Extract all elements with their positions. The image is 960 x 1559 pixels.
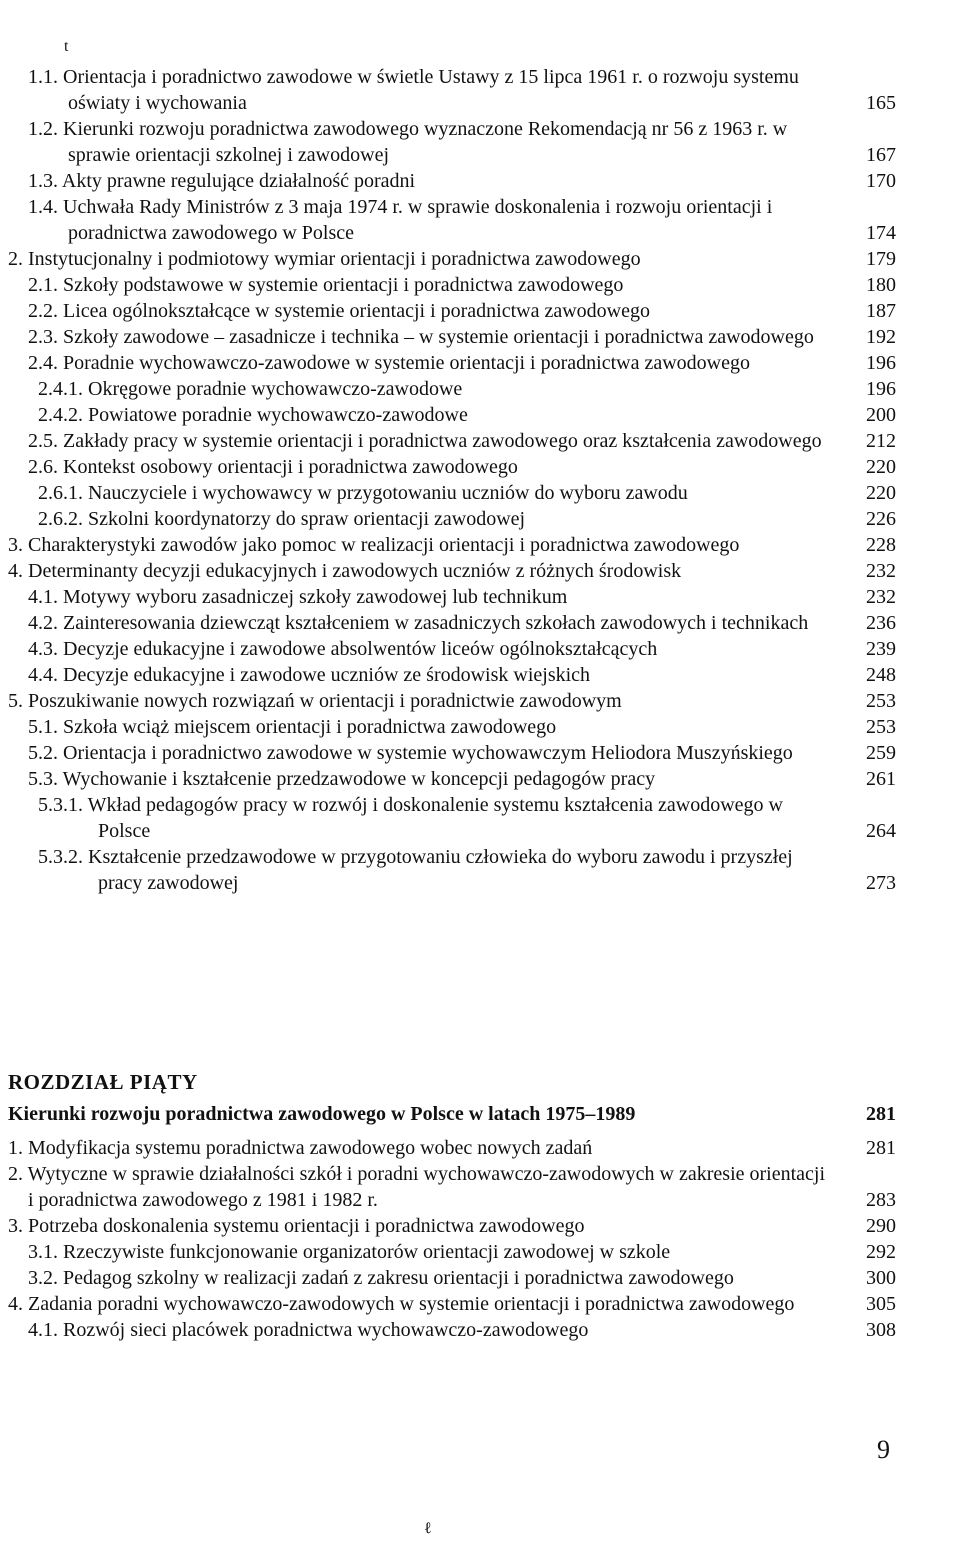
toc-entry-number: 4.1. <box>28 586 63 608</box>
toc-entry <box>0 662 896 688</box>
toc-entry-text: Licea ogólnokształcące w systemie orientacji i poradnictwa zawodowego <box>63 300 650 322</box>
toc-entry-number: 4.1. <box>28 1319 63 1341</box>
toc-entry <box>0 766 896 792</box>
toc-entry <box>0 168 896 194</box>
toc-entry-text: Wychowanie i kształcenie przedzawodowe w koncepcji pedagogów pracy <box>62 768 656 790</box>
toc-entry-text: Wkład pedagogów pracy w rozwój i doskonalenie systemu kształcenia zawodowego w Polsce <box>87 794 783 842</box>
toc-entry-page: 273 <box>866 872 896 894</box>
toc-entry-text: Decyzje edukacyjne i zawodowe absolwentów liceów ogólnokształcących <box>63 638 658 660</box>
toc-entry-text: Okręgowe poradnie wychowawczo-zawodowe <box>88 378 463 400</box>
toc-entry-number: 1.3. <box>28 170 62 192</box>
toc-entry <box>0 636 896 662</box>
toc-entry-text: Powiatowe poradnie wychowawczo-zawodowe <box>88 404 468 426</box>
toc-entry-page: 283 <box>866 1189 896 1211</box>
toc-entry-text: Poszukiwanie nowych rozwiązań w orientacji i poradnictwie zawodowym <box>28 690 622 712</box>
toc-entry-page: 200 <box>866 404 896 426</box>
toc-entry <box>0 1317 896 1343</box>
toc-entry-page: 179 <box>866 248 896 270</box>
page-number: 9 <box>877 1435 890 1464</box>
chapter-title-page: 281 <box>866 1103 896 1125</box>
toc-entry-text: Kontekst osobowy orientacji i poradnictwa zawodowego <box>63 456 518 478</box>
toc-entry-text: Zadania poradni wychowawczo-zawodowych w systemie orientacji i poradnictwa zawodowego <box>28 1293 795 1315</box>
toc-entry-text: Zainteresowania dziewcząt kształceniem w zasadniczych szkołach zawodowych i technikach <box>63 612 809 634</box>
toc-entry-page: 253 <box>866 690 896 712</box>
toc-entry-page: 248 <box>866 664 896 686</box>
toc-entry <box>0 376 896 402</box>
toc-entry-text: Poradnie wychowawczo-zawodowe w systemie orientacji i poradnictwa zawodowego <box>63 352 750 374</box>
toc-entry-text: Nauczyciele i wychowawcy w przygotowaniu uczniów do wyboru zawodu <box>88 482 688 504</box>
toc-entry-text: Instytucjonalny i podmiotowy wymiar orientacji i poradnictwa zawodowego <box>28 248 641 270</box>
toc-entry <box>0 506 896 532</box>
toc-entry <box>0 558 896 584</box>
toc-entry-text: Szkolni koordynatorzy do spraw orientacji zawodowej <box>88 508 526 530</box>
toc-entry-text: Determinanty decyzji edukacyjnych i zawodowych uczniów z różnych środowisk <box>28 560 682 582</box>
toc-entry-page: 281 <box>866 1137 896 1159</box>
toc-entry-text: Uchwała Rady Ministrów z 3 maja 1974 r. w sprawie doskonalenia i rozwoju orientacji i poradnictwa zawodowego w Polsce <box>63 196 773 244</box>
toc-entry-page: 180 <box>866 274 896 296</box>
toc-entry <box>0 1239 896 1265</box>
toc-entry-number: 4.2. <box>28 612 63 634</box>
toc-entry-number: 3.2. <box>28 1267 63 1289</box>
toc-entry-number: 2.6.1. <box>38 482 88 504</box>
toc-entry <box>0 844 896 896</box>
toc-entry-number: 1.4. <box>28 196 63 218</box>
toc-entry-number: 2.6.2. <box>38 508 88 530</box>
toc-entry-page: 170 <box>866 170 896 192</box>
toc-entry <box>0 532 896 558</box>
toc-entry-text: Rzeczywiste funkcjonowanie organizatorów orientacji zawodowej w szkole <box>63 1241 671 1263</box>
chapter-heading: ROZDZIAŁ PIĄTY <box>8 1070 198 1094</box>
toc-entry-page: 253 <box>866 716 896 738</box>
toc-entry-text: Zakłady pracy w systemie orientacji i poradnictwa zawodowego oraz kształcenia zawodowego <box>63 430 822 452</box>
toc-entry-page: 232 <box>866 586 896 608</box>
toc-entry-number: 2.6. <box>28 456 63 478</box>
toc-entry-page: 196 <box>866 378 896 400</box>
toc-entry-page: 212 <box>866 430 896 452</box>
toc-entry-text: Akty prawne regulujące działalność poradni <box>61 170 416 192</box>
toc-entry-page: 226 <box>866 508 896 530</box>
toc-entry <box>0 272 896 298</box>
toc-entry <box>0 688 896 714</box>
toc-entry <box>0 298 896 324</box>
toc-entry-number: 1. <box>8 1137 28 1159</box>
toc-entry-text: Kształcenie przedzawodowe w przygotowaniu człowieka do wyboru zawodu i przyszłej pracy zawodowej <box>88 846 793 894</box>
toc-entry-text: Orientacja i poradnictwo zawodowe w systemie wychowawczym Heliodora Muszyńskiego <box>63 742 793 764</box>
toc-entry <box>0 194 896 246</box>
toc-entry <box>0 1291 896 1317</box>
toc-entry <box>0 1213 896 1239</box>
toc-entry-page: 196 <box>866 352 896 374</box>
toc-entry-number: 4. <box>8 560 28 582</box>
toc-entry-text: Potrzeba doskonalenia systemu orientacji i poradnictwa zawodowego <box>28 1215 585 1237</box>
toc-entry-number: 4.4. <box>28 664 63 686</box>
toc-entry-number: 1.2. <box>28 118 63 140</box>
toc-entry-page: 236 <box>866 612 896 634</box>
foot-mark: ℓ <box>424 1520 432 1537</box>
toc-entry-number: 5.2. <box>28 742 63 764</box>
toc-entry-number: 2. <box>8 1163 28 1185</box>
toc-entry-number: 5.3.1. <box>38 794 88 816</box>
toc-entry <box>0 480 896 506</box>
toc-entry-number: 2.1. <box>28 274 63 296</box>
toc-entry-text: Wytyczne w sprawie działalności szkół i poradni wychowawczo-zawodowych w zakresie orientacji i poradnictwa zawodowego z 1981 i 1982 r. <box>27 1163 826 1211</box>
toc-entry-number: 2.2. <box>28 300 63 322</box>
toc-entry-number: 3.1. <box>28 1241 63 1263</box>
toc-entry-page: 232 <box>866 560 896 582</box>
toc-entry <box>0 610 896 636</box>
toc-entry-page: 259 <box>866 742 896 764</box>
toc-entry-page: 239 <box>866 638 896 660</box>
toc-entry-number: 4.3. <box>28 638 63 660</box>
stray-mark: t <box>64 38 69 55</box>
toc-entry <box>0 1265 896 1291</box>
toc-entry-page: 300 <box>866 1267 896 1289</box>
toc-entry-number: 2.3. <box>28 326 63 348</box>
toc-entry-page: 290 <box>866 1215 896 1237</box>
chapter-five-section <box>0 1070 960 1343</box>
toc-entry-number: 2.4.2. <box>38 404 88 426</box>
toc-entry-page: 264 <box>866 820 896 842</box>
toc-entry-number: 5.3. <box>28 768 63 790</box>
toc-entry-page: 167 <box>866 144 896 166</box>
toc-entry <box>0 714 896 740</box>
toc-entry-text: Kierunki rozwoju poradnictwa zawodowego wyznaczone Rekomendacją nr 56 z 1963 r. w sprawie orientacji szkolnej i zawodowej <box>63 118 788 166</box>
toc-entry <box>0 740 896 766</box>
toc-entry-text: Szkoły podstawowe w systemie orientacji i poradnictwa zawodowego <box>63 274 624 296</box>
toc-entry <box>0 428 896 454</box>
toc-entry-page: 220 <box>866 456 896 478</box>
toc-entry-number: 3. <box>8 534 28 556</box>
toc-entry <box>0 584 896 610</box>
toc-entry <box>0 454 896 480</box>
toc-entry-number: 2. <box>8 248 28 270</box>
toc-entry-page: 220 <box>866 482 896 504</box>
toc-entry <box>0 1161 896 1213</box>
toc-entry-number: 2.4. <box>28 352 63 374</box>
toc-entry-page: 292 <box>866 1241 896 1263</box>
toc-entry-text: Szkoła wciąż miejscem orientacji i poradnictwa zawodowego <box>63 716 557 738</box>
toc-entry-text: Decyzje edukacyjne i zawodowe uczniów ze środowisk wiejskich <box>63 664 591 686</box>
toc-entry-number: 3. <box>8 1215 28 1237</box>
toc-entry <box>0 350 896 376</box>
toc-entry <box>0 246 896 272</box>
toc-entry-text: Orientacja i poradnictwo zawodowe w świetle Ustawy z 15 lipca 1961 r. o rozwoju systemu oświaty i wychowania <box>63 66 799 114</box>
toc-entry-text: Szkoły zawodowe – zasadnicze i technika – w systemie orientacji i poradnictwa zawodowego <box>63 326 814 348</box>
chapter-five-entries <box>0 1135 960 1343</box>
chapter-title: Kierunki rozwoju poradnictwa zawodowego w Polsce w latach 1975–1989 <box>8 1103 636 1125</box>
toc-entry-number: 2.4.1. <box>38 378 88 400</box>
toc-entry <box>0 402 896 428</box>
toc-entry-page: 228 <box>866 534 896 556</box>
toc-entry <box>0 116 896 168</box>
toc-entry-page: 187 <box>866 300 896 322</box>
toc-entry <box>0 64 896 116</box>
toc-entry <box>0 1135 896 1161</box>
toc-entry-page: 308 <box>866 1319 896 1341</box>
table-of-contents <box>0 64 960 896</box>
toc-entry-text: Pedagog szkolny w realizacji zadań z zakresu orientacji i poradnictwa zawodowego <box>63 1267 734 1289</box>
toc-entry-number: 1.1. <box>28 66 63 88</box>
toc-entry-page: 165 <box>866 92 896 114</box>
toc-entry-text: Motywy wyboru zasadniczej szkoły zawodowej lub technikum <box>63 586 568 608</box>
toc-entry <box>0 792 896 844</box>
toc-entry-number: 5.1. <box>28 716 63 738</box>
toc-entry-page: 305 <box>866 1293 896 1315</box>
toc-entry-number: 5.3.2. <box>38 846 88 868</box>
toc-entry-text: Rozwój sieci placówek poradnictwa wychowawczo-zawodowego <box>63 1319 589 1341</box>
toc-entry-number: 5. <box>8 690 28 712</box>
toc-entry-page: 192 <box>866 326 896 348</box>
toc-entry-number: 4. <box>8 1293 28 1315</box>
toc-entry-text: Modyfikacja systemu poradnictwa zawodowego wobec nowych zadań <box>28 1137 593 1159</box>
chapter-title-entry <box>0 1101 896 1127</box>
toc-entry <box>0 324 896 350</box>
toc-entry-text: Charakterystyki zawodów jako pomoc w realizacji orientacji i poradnictwa zawodowego <box>28 534 740 556</box>
toc-entry-page: 261 <box>866 768 896 790</box>
toc-entry-number: 2.5. <box>28 430 63 452</box>
toc-entry-page: 174 <box>866 222 896 244</box>
